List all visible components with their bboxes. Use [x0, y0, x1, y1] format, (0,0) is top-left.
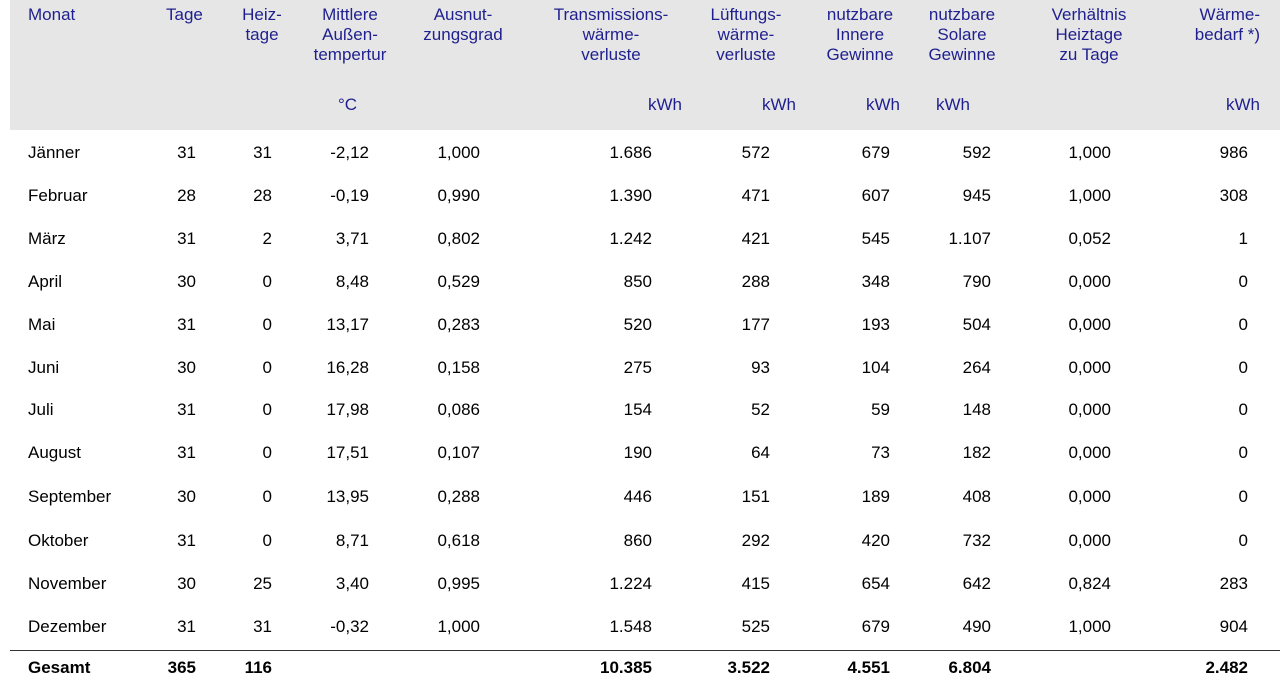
- header-transmission: [536, 5, 686, 114]
- header-unit: kWh: [762, 95, 796, 114]
- cell-verhaeltnis: 1,000: [1068, 617, 1111, 636]
- cell-innere-gewinne: 654: [861, 574, 890, 593]
- cell-tage: 31: [177, 229, 196, 248]
- header-tage: [166, 5, 203, 25]
- cell-tage: 30: [177, 272, 196, 291]
- cell-solare-gewinne: 148: [962, 400, 991, 419]
- cell-temperatur: 17,98: [326, 400, 369, 419]
- header-line: Heiztage: [1055, 25, 1123, 44]
- header-line: Monat: [28, 5, 76, 24]
- cell-monat: März: [28, 229, 66, 248]
- cell-tage: 31: [177, 315, 196, 334]
- cell-lueftung: 292: [741, 531, 770, 550]
- cell-transmission: 860: [623, 531, 652, 550]
- cell-waermebedarf: 308: [1219, 186, 1248, 205]
- cell-innere-gewinne: 545: [861, 229, 890, 248]
- cell-monat: Juni: [28, 358, 60, 377]
- cell-lueftung: 93: [751, 358, 770, 377]
- cell-waermebedarf: 283: [1219, 574, 1248, 593]
- header-line: Innere: [835, 25, 885, 44]
- cell-solare-gewinne: 504: [962, 315, 991, 334]
- header-unit: kWh: [866, 95, 900, 114]
- cell-monat: Dezember: [28, 617, 107, 636]
- header-line: tempertur: [313, 45, 387, 64]
- cell-heiztage: 0: [262, 272, 272, 291]
- cell-heiztage: 31: [253, 143, 272, 162]
- cell-tage: 31: [177, 443, 196, 462]
- cell-solare-gewinne: 6.804: [948, 658, 991, 677]
- cell-transmission: 1.548: [609, 617, 652, 636]
- cell-temperatur: 3,40: [335, 574, 369, 593]
- header-line: Transmissions-: [553, 5, 669, 24]
- header-line: Lüftungs-: [710, 5, 782, 24]
- cell-transmission: 850: [623, 272, 652, 291]
- cell-transmission: 520: [623, 315, 652, 334]
- cell-monat: Mai: [28, 315, 56, 334]
- cell-waermebedarf: 1: [1238, 229, 1248, 248]
- cell-temperatur: 17,51: [326, 443, 369, 462]
- cell-tage: 31: [177, 617, 196, 636]
- cell-lueftung: 3.522: [727, 658, 770, 677]
- cell-heiztage: 2: [262, 229, 272, 248]
- header-waermebedarf: [1160, 5, 1260, 114]
- header-line: verluste: [716, 45, 776, 64]
- cell-waermebedarf: 986: [1219, 143, 1248, 162]
- cell-lueftung: 64: [751, 443, 770, 462]
- cell-monat: Jänner: [28, 143, 80, 162]
- cell-lueftung: 572: [741, 143, 770, 162]
- cell-heiztage: 0: [262, 400, 272, 419]
- header-line: Außen-: [322, 25, 378, 44]
- cell-waermebedarf: 0: [1238, 487, 1248, 506]
- cell-innere-gewinne: 189: [861, 487, 890, 506]
- cell-solare-gewinne: 790: [962, 272, 991, 291]
- cell-transmission: 190: [623, 443, 652, 462]
- cell-temperatur: 13,95: [326, 487, 369, 506]
- cell-tage: 31: [177, 531, 196, 550]
- cell-transmission: 1.224: [609, 574, 652, 593]
- cell-transmission: 1.242: [609, 229, 652, 248]
- cell-temperatur: 3,71: [335, 229, 369, 248]
- cell-solare-gewinne: 490: [962, 617, 991, 636]
- cell-lueftung: 525: [741, 617, 770, 636]
- cell-heiztage: 0: [262, 443, 272, 462]
- header-line: Solare: [937, 25, 987, 44]
- header-heiztage: [236, 5, 288, 45]
- cell-solare-gewinne: 592: [962, 143, 991, 162]
- cell-ausnutzungsgrad: 0,802: [437, 229, 480, 248]
- cell-verhaeltnis: 0,000: [1068, 400, 1111, 419]
- cell-innere-gewinne: 348: [861, 272, 890, 291]
- cell-tage: 30: [177, 358, 196, 377]
- header-monat: [28, 5, 75, 25]
- cell-solare-gewinne: 264: [962, 358, 991, 377]
- cell-verhaeltnis: 0,824: [1068, 574, 1111, 593]
- header-line: Heiz-: [242, 5, 282, 24]
- cell-transmission: 10.385: [600, 658, 652, 677]
- cell-heiztage: 0: [262, 358, 272, 377]
- cell-temperatur: 16,28: [326, 358, 369, 377]
- header-temperatur: [300, 5, 400, 114]
- cell-tage: 31: [177, 400, 196, 419]
- cell-waermebedarf: 2.482: [1205, 658, 1248, 677]
- cell-waermebedarf: 904: [1219, 617, 1248, 636]
- cell-verhaeltnis: 0,000: [1068, 315, 1111, 334]
- cell-temperatur: -0,32: [330, 617, 369, 636]
- cell-tage: 28: [177, 186, 196, 205]
- header-line: tage: [245, 25, 279, 44]
- cell-verhaeltnis: 1,000: [1068, 186, 1111, 205]
- cell-verhaeltnis: 0,000: [1068, 358, 1111, 377]
- cell-temperatur: 8,71: [335, 531, 369, 550]
- header-line: zungsgrad: [423, 25, 503, 44]
- cell-monat: Oktober: [28, 531, 89, 550]
- cell-verhaeltnis: 0,000: [1068, 487, 1111, 506]
- header-ausnutzungsgrad: [408, 5, 518, 45]
- cell-waermebedarf: 0: [1238, 358, 1248, 377]
- header-line: Gewinne: [826, 45, 894, 64]
- header-line: bedarf *): [1194, 25, 1260, 44]
- cell-innere-gewinne: 104: [861, 358, 890, 377]
- header-unit: kWh: [936, 95, 970, 114]
- cell-waermebedarf: 0: [1238, 272, 1248, 291]
- cell-solare-gewinne: 182: [962, 443, 991, 462]
- cell-lueftung: 421: [741, 229, 770, 248]
- cell-monat: Februar: [28, 186, 88, 205]
- cell-tage: 30: [177, 487, 196, 506]
- header-line: wärme-: [582, 25, 640, 44]
- cell-lueftung: 151: [741, 487, 770, 506]
- cell-heiztage: 0: [262, 315, 272, 334]
- cell-tage: 365: [167, 658, 196, 677]
- cell-innere-gewinne: 4.551: [847, 658, 890, 677]
- cell-ausnutzungsgrad: 0,086: [437, 400, 480, 419]
- cell-verhaeltnis: 1,000: [1068, 143, 1111, 162]
- cell-tage: 30: [177, 574, 196, 593]
- cell-heiztage: 25: [253, 574, 272, 593]
- cell-waermebedarf: 0: [1238, 400, 1248, 419]
- header-line: wärme-: [717, 25, 775, 44]
- header-line: verluste: [581, 45, 641, 64]
- cell-transmission: 154: [623, 400, 652, 419]
- cell-solare-gewinne: 642: [962, 574, 991, 593]
- cell-monat: Gesamt: [28, 658, 91, 677]
- cell-ausnutzungsgrad: 0,107: [437, 443, 480, 462]
- cell-ausnutzungsgrad: 0,283: [437, 315, 480, 334]
- cell-lueftung: 52: [751, 400, 770, 419]
- header-line: Ausnut-: [433, 5, 493, 24]
- cell-monat: April: [28, 272, 63, 291]
- cell-lueftung: 471: [741, 186, 770, 205]
- header-line: nutzbare: [928, 5, 996, 24]
- cell-transmission: 1.390: [609, 186, 652, 205]
- cell-monat: September: [28, 487, 112, 506]
- cell-solare-gewinne: 408: [962, 487, 991, 506]
- cell-ausnutzungsgrad: 0,158: [437, 358, 480, 377]
- header-innere-gewinne: [812, 5, 908, 114]
- cell-monat: November: [28, 574, 107, 593]
- cell-innere-gewinne: 679: [861, 617, 890, 636]
- cell-verhaeltnis: 0,000: [1068, 531, 1111, 550]
- header-lueftung: [696, 5, 796, 114]
- cell-tage: 31: [177, 143, 196, 162]
- cell-innere-gewinne: 679: [861, 143, 890, 162]
- cell-ausnutzungsgrad: 0,529: [437, 272, 480, 291]
- header-unit: kWh: [648, 95, 682, 114]
- cell-lueftung: 177: [741, 315, 770, 334]
- cell-waermebedarf: 0: [1238, 531, 1248, 550]
- cell-temperatur: -2,12: [330, 143, 369, 162]
- cell-innere-gewinne: 73: [871, 443, 890, 462]
- cell-innere-gewinne: 607: [861, 186, 890, 205]
- cell-ausnutzungsgrad: 0,288: [437, 487, 480, 506]
- header-unit: °C: [338, 95, 358, 114]
- cell-innere-gewinne: 59: [871, 400, 890, 419]
- cell-verhaeltnis: 0,052: [1068, 229, 1111, 248]
- header-line: zu Tage: [1059, 45, 1119, 64]
- cell-solare-gewinne: 732: [962, 531, 991, 550]
- cell-ausnutzungsgrad: 1,000: [437, 617, 480, 636]
- cell-heiztage: 28: [253, 186, 272, 205]
- cell-innere-gewinne: 193: [861, 315, 890, 334]
- cell-solare-gewinne: 945: [962, 186, 991, 205]
- cell-transmission: 1.686: [609, 143, 652, 162]
- cell-verhaeltnis: 0,000: [1068, 443, 1111, 462]
- cell-solare-gewinne: 1.107: [948, 229, 991, 248]
- cell-ausnutzungsgrad: 0,995: [437, 574, 480, 593]
- header-line: Verhältnis: [1051, 5, 1127, 24]
- cell-waermebedarf: 0: [1238, 443, 1248, 462]
- cell-ausnutzungsgrad: 0,990: [437, 186, 480, 205]
- cell-temperatur: 13,17: [326, 315, 369, 334]
- header-line: nutzbare: [826, 5, 894, 24]
- header-unit: kWh: [1226, 95, 1260, 114]
- cell-verhaeltnis: 0,000: [1068, 272, 1111, 291]
- cell-transmission: 446: [623, 487, 652, 506]
- header-solare-gewinne: [912, 5, 1012, 114]
- cell-monat: Juli: [28, 400, 54, 419]
- header-line: Wärme-: [1199, 5, 1260, 24]
- cell-lueftung: 288: [741, 272, 770, 291]
- cell-lueftung: 415: [741, 574, 770, 593]
- cell-heiztage: 0: [262, 487, 272, 506]
- header-line: Gewinne: [928, 45, 996, 64]
- cell-innere-gewinne: 420: [861, 531, 890, 550]
- header-verhaeltnis: [1034, 5, 1144, 65]
- cell-ausnutzungsgrad: 0,618: [437, 531, 480, 550]
- cell-heiztage: 116: [244, 658, 272, 677]
- cell-monat: August: [28, 443, 81, 462]
- header-line: Tage: [166, 5, 203, 24]
- header-line: Mittlere: [322, 5, 378, 24]
- cell-transmission: 275: [623, 358, 652, 377]
- cell-waermebedarf: 0: [1238, 315, 1248, 334]
- cell-temperatur: 8,48: [335, 272, 369, 291]
- cell-temperatur: -0,19: [330, 186, 369, 205]
- total-divider: [10, 650, 1280, 651]
- cell-heiztage: 31: [253, 617, 272, 636]
- cell-ausnutzungsgrad: 1,000: [437, 143, 480, 162]
- cell-heiztage: 0: [262, 531, 272, 550]
